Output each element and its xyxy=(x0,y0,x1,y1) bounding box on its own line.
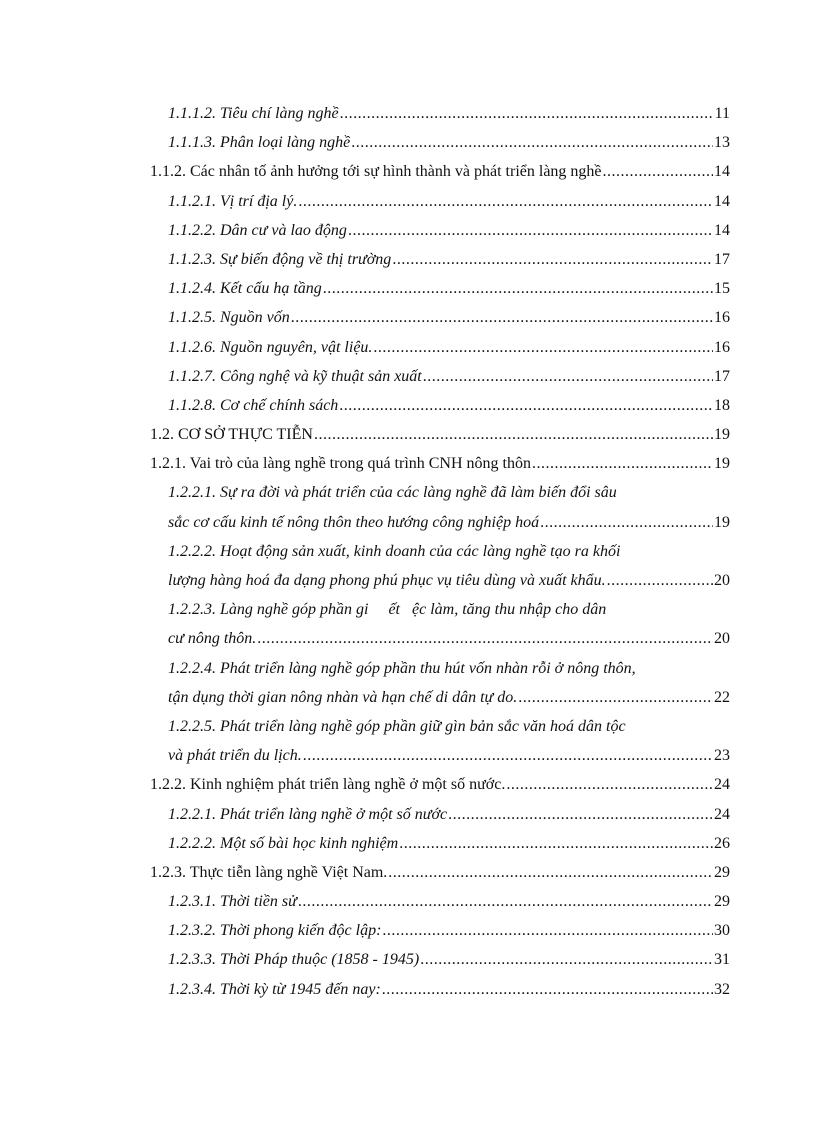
toc-page-number: 17 xyxy=(714,367,730,385)
toc-entry-title-cont: và phát triển du lịch. xyxy=(168,747,302,765)
toc-leader-dots xyxy=(339,391,713,420)
toc-entry xyxy=(150,916,730,945)
toc-entry-title: 1.1.2.5. Nguồn vốn xyxy=(168,309,290,327)
toc-page-number: 29 xyxy=(714,863,730,881)
toc-entry xyxy=(150,333,730,362)
toc-entry xyxy=(150,128,730,157)
toc-entry xyxy=(150,216,730,245)
toc-page-number: 11 xyxy=(714,105,730,122)
toc-entry xyxy=(150,187,730,216)
toc-page-number: 23 xyxy=(714,747,730,765)
toc-page-number: 19 xyxy=(714,455,730,473)
toc-leader-dots xyxy=(303,741,713,770)
toc-entry-title: 1.2.2.5. Phát triển làng nghề góp phần giữ gìn bản sắc văn hoá dân tộc xyxy=(168,717,626,735)
toc-entry xyxy=(150,245,730,274)
toc-entry xyxy=(150,537,730,566)
toc-page-number: 17 xyxy=(714,250,730,268)
toc-leader-dots xyxy=(291,303,713,332)
toc-entry xyxy=(150,654,730,683)
toc-entry-title: 1.2.2. Kinh nghiệm phát triển làng nghề ở một số nước. xyxy=(150,776,506,794)
toc-page-number: 16 xyxy=(714,338,730,356)
toc-entry xyxy=(150,858,730,887)
toc-leader-dots xyxy=(298,887,713,916)
toc-entry-title: 1.1.1.2. Tiêu chí làng nghề xyxy=(168,105,339,122)
toc-entry xyxy=(150,99,730,128)
toc-entry xyxy=(150,829,730,858)
toc-entry-title: 1.2.2.4. Phát triển làng nghề góp phần thu hút vốn nhàn rỗi ở nông thôn, xyxy=(168,659,636,677)
toc-entry-title: 1.2.3.2. Thời phong kiến độc lập: xyxy=(168,922,382,940)
toc-leader-dots xyxy=(382,975,713,1004)
toc-entry-continuation xyxy=(150,624,730,653)
toc-entry xyxy=(150,362,730,391)
toc-page-number: 14 xyxy=(714,221,730,239)
toc-leader-dots xyxy=(518,683,713,712)
toc-entry xyxy=(150,303,730,332)
toc-leader-dots xyxy=(603,157,713,186)
toc-page-number: 14 xyxy=(714,192,730,210)
toc-leader-dots xyxy=(607,566,713,595)
toc-entry xyxy=(150,478,730,507)
toc-entry-title: 1.1.2.8. Cơ chế chính sách xyxy=(168,396,339,414)
toc-entry-title: 1.1.1.3. Phân loại làng nghề xyxy=(168,134,351,152)
toc-page-number: 18 xyxy=(714,396,730,414)
toc-page-number: 24 xyxy=(714,805,730,823)
toc-leader-dots xyxy=(351,128,713,157)
toc-entry-title: 1.1.2.7. Công nghệ và kỹ thuật sản xuất xyxy=(168,367,422,385)
toc-leader-dots xyxy=(348,216,713,245)
toc-leader-dots xyxy=(540,508,713,537)
toc-entry-title: 1.1.2.4. Kết cấu hạ tầng xyxy=(168,280,322,298)
toc-entry-title: 1.2. CƠ SỞ THỰC TIỄN xyxy=(150,426,313,444)
toc-entry-title: 1.2.3.1. Thời tiền sử xyxy=(168,893,297,911)
toc-entry xyxy=(150,391,730,420)
toc-leader-dots xyxy=(506,770,713,799)
toc-page-number: 26 xyxy=(714,834,730,852)
toc-page-number: 22 xyxy=(714,688,730,706)
toc-entry xyxy=(150,595,730,624)
toc-entry-title: 1.2.3.3. Thời Pháp thuộc (1858 - 1945) xyxy=(168,951,420,969)
toc-entry-title: 1.2.3. Thực tiễn làng nghề Việt Nam. xyxy=(150,863,388,881)
toc-leader-dots xyxy=(257,624,713,653)
toc-entry-title: 1.2.3.4. Thời kỳ từ 1945 đến nay: xyxy=(168,980,381,998)
toc-page-number: 19 xyxy=(714,513,730,531)
toc-entry-title: 1.1.2.1. Vị trí địa lý. xyxy=(168,192,298,210)
toc-entry-title: 1.1.2.3. Sự biến động về thị trường xyxy=(168,250,392,268)
toc-entry-title-cont: lượng hàng hoá đa dạng phong phú phục vụ tiêu dùng và xuất khẩu. xyxy=(168,572,606,589)
toc-leader-dots xyxy=(373,333,713,362)
toc-page-number: 19 xyxy=(714,426,730,444)
toc-leader-dots xyxy=(340,99,714,128)
toc-leader-dots xyxy=(388,858,713,887)
toc-leader-dots xyxy=(448,800,713,829)
toc-page-number: 32 xyxy=(714,980,730,998)
toc-page-number: 20 xyxy=(714,630,730,648)
toc-entry-title: 1.2.2.1. Phát triển làng nghề ở một số nước xyxy=(168,805,448,823)
toc-entry xyxy=(150,887,730,916)
toc-leader-dots xyxy=(420,945,713,974)
toc-entry-title: 1.1.2.6. Nguồn nguyên, vật liệu. xyxy=(168,338,373,356)
toc-page-number: 30 xyxy=(714,922,730,940)
toc-page-number: 24 xyxy=(714,776,730,794)
toc-entry-title-cont: sắc cơ cấu kinh tế nông thôn theo hướng công nghiệp hoá xyxy=(168,513,540,531)
toc-entry xyxy=(150,975,730,1004)
toc-entry xyxy=(150,420,730,449)
toc-page-number: 15 xyxy=(714,280,730,298)
toc-leader-dots xyxy=(298,187,713,216)
toc-page-number: 14 xyxy=(714,163,730,181)
toc-page-number: 20 xyxy=(714,572,730,589)
toc-entry xyxy=(150,712,730,741)
toc-leader-dots xyxy=(532,449,713,478)
toc-page-number: 31 xyxy=(714,951,730,969)
toc-leader-dots xyxy=(323,274,713,303)
toc-entry-title: 1.1.2.2. Dân cư và lao động xyxy=(168,221,347,239)
toc-entry-continuation xyxy=(150,741,730,770)
toc-entry xyxy=(150,770,730,799)
toc-entry-title: 1.2.2.1. Sự ra đời và phát triển của các làng nghề đã làm biến đổi sâu xyxy=(168,484,617,502)
toc-leader-dots xyxy=(314,420,713,449)
toc-leader-dots xyxy=(423,362,713,391)
toc-entry-continuation xyxy=(150,683,730,712)
toc-leader-dots xyxy=(382,916,713,945)
toc-leader-dots xyxy=(399,829,713,858)
toc-entry-continuation xyxy=(150,508,730,537)
toc-entry xyxy=(150,449,730,478)
toc-entry-title: 1.2.1. Vai trò của làng nghề trong quá trình CNH nông thôn xyxy=(150,455,531,473)
toc-entry xyxy=(150,157,730,186)
toc-entry-title: 1.1.2. Các nhân tố ảnh hưởng tới sự hình thành và phát triển làng nghề xyxy=(150,163,602,181)
toc-entry-title: 1.2.2.2. Một số bài học kinh nghiệm xyxy=(168,834,399,852)
toc-entry-title-cont: tận dụng thời gian nông nhàn và hạn chế di dân tự do. xyxy=(168,688,518,706)
toc-entry xyxy=(150,945,730,974)
toc-leader-dots xyxy=(392,245,713,274)
toc-page-number: 16 xyxy=(714,309,730,327)
table-of-contents xyxy=(150,99,730,1004)
toc-page-number: 29 xyxy=(714,893,730,911)
toc-entry xyxy=(150,800,730,829)
toc-entry-continuation xyxy=(150,566,730,595)
toc-entry-title-cont: cư nông thôn. xyxy=(168,630,257,648)
toc-entry xyxy=(150,274,730,303)
toc-entry-title: 1.2.2.2. Hoạt động sản xuất, kinh doanh của các làng nghề tạo ra khối xyxy=(168,542,621,560)
toc-entry-title: 1.2.2.3. Làng nghề góp phần gi ết ệc làm, tăng thu nhập cho dân xyxy=(168,601,607,619)
toc-page-number: 13 xyxy=(714,134,730,152)
